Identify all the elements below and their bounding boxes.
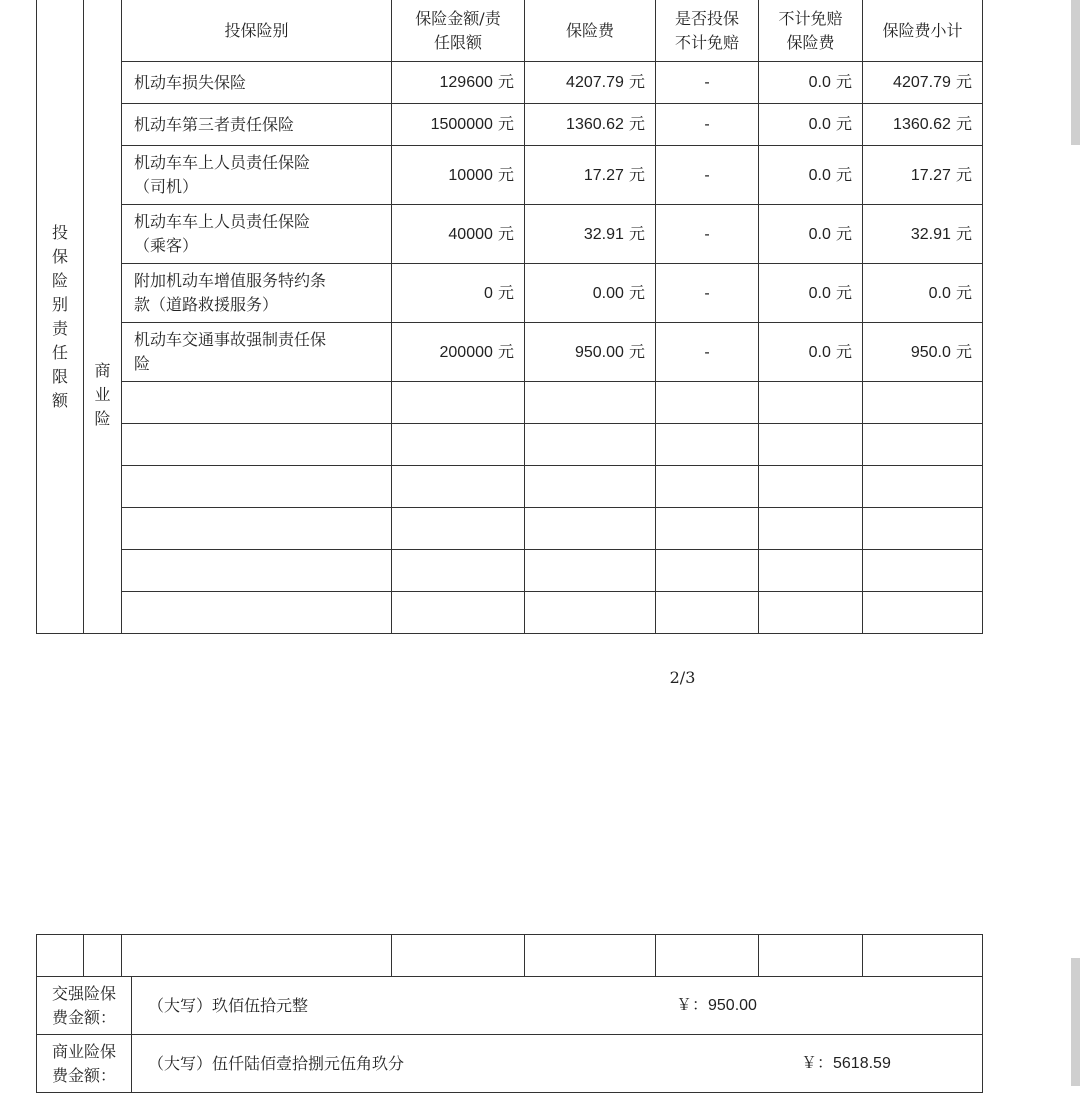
coverage-nd-premium: 0.0 元	[759, 264, 863, 323]
commercial-amount-words: （大写）伍仟陆佰壹拾捌元伍角玖分	[148, 1053, 405, 1073]
coverage-subtotal: 0.0 元	[863, 264, 983, 323]
commercial-amount-number: ￥：5618.59	[801, 1055, 891, 1072]
coverage-nondeductible: -	[656, 146, 759, 205]
commercial-premium-row	[37, 1035, 983, 1093]
section-label: 投 保 险 别 责 任 限 额	[37, 0, 84, 634]
coverage-premium: 0.00 元	[525, 264, 656, 323]
coverage-amount: 1500000 元	[392, 104, 525, 146]
page-number: 2/3	[669, 668, 696, 687]
compulsory-premium-value	[132, 977, 983, 1035]
compulsory-amount-number: ￥：950.00	[676, 997, 757, 1014]
commercial-premium-value	[132, 1035, 983, 1093]
empty-row	[37, 508, 983, 550]
coverage-name: 机动车车上人员责任保险 （乘客）	[122, 205, 392, 264]
commercial-insurance-label: 商 业 险	[84, 0, 122, 634]
table-row	[37, 62, 983, 104]
coverage-amount: 0 元	[392, 264, 525, 323]
empty-row	[37, 935, 983, 977]
coverage-amount: 10000 元	[392, 146, 525, 205]
header-premium: 保险费	[525, 0, 656, 62]
coverage-name: 机动车车上人员责任保险 （司机）	[122, 146, 392, 205]
compulsory-premium-row	[37, 977, 983, 1035]
coverage-name: 机动车交通事故强制责任保 险	[122, 323, 392, 382]
coverage-subtotal: 950.0 元	[863, 323, 983, 382]
coverage-nd-premium: 0.0 元	[759, 104, 863, 146]
coverage-nd-premium: 0.0 元	[759, 146, 863, 205]
table-row	[37, 323, 983, 382]
coverage-name: 机动车第三者责任保险	[122, 104, 392, 146]
coverage-premium: 1360.62 元	[525, 104, 656, 146]
commercial-premium-label: 商业险保 费金额：	[37, 1035, 132, 1093]
empty-row	[37, 382, 983, 424]
empty-row	[37, 466, 983, 508]
header-nd-premium: 不计免赔 保险费	[759, 0, 863, 62]
coverage-nondeductible: -	[656, 104, 759, 146]
coverage-nondeductible: -	[656, 62, 759, 104]
coverage-subtotal: 17.27 元	[863, 146, 983, 205]
coverage-nondeductible: -	[656, 205, 759, 264]
coverage-table	[36, 0, 983, 634]
compulsory-amount-words: （大写）玖佰伍拾元整	[148, 995, 309, 1015]
table-row	[37, 205, 983, 264]
scrollbar-thumb-bottom[interactable]	[1071, 958, 1080, 1086]
header-nondeductible: 是否投保 不计免赔	[656, 0, 759, 62]
scrollbar-thumb-top[interactable]	[1071, 0, 1080, 145]
coverage-name: 附加机动车增值服务特约条 款（道路救援服务）	[122, 264, 392, 323]
coverage-nd-premium: 0.0 元	[759, 323, 863, 382]
premium-summary-table	[36, 976, 983, 1093]
coverage-premium: 32.91 元	[525, 205, 656, 264]
coverage-premium: 950.00 元	[525, 323, 656, 382]
table-row	[37, 146, 983, 205]
header-limit: 保险金额/责 任限额	[392, 0, 525, 62]
coverage-amount: 129600 元	[392, 62, 525, 104]
header-coverage: 投保险别	[122, 0, 392, 62]
coverage-amount: 200000 元	[392, 323, 525, 382]
coverage-nd-premium: 0.0 元	[759, 205, 863, 264]
table-row	[37, 264, 983, 323]
coverage-premium: 4207.79 元	[525, 62, 656, 104]
header-subtotal: 保险费小计	[863, 0, 983, 62]
coverage-subtotal: 32.91 元	[863, 205, 983, 264]
compulsory-premium-label: 交强险保 费金额：	[37, 977, 132, 1035]
coverage-name: 机动车损失保险	[122, 62, 392, 104]
empty-row	[37, 424, 983, 466]
coverage-nondeductible: -	[656, 264, 759, 323]
empty-row	[37, 592, 983, 634]
table-row	[37, 104, 983, 146]
coverage-subtotal: 4207.79 元	[863, 62, 983, 104]
empty-row	[37, 550, 983, 592]
coverage-premium: 17.27 元	[525, 146, 656, 205]
empty-top-row-table	[36, 934, 983, 977]
coverage-nondeductible: -	[656, 323, 759, 382]
coverage-subtotal: 1360.62 元	[863, 104, 983, 146]
coverage-amount: 40000 元	[392, 205, 525, 264]
coverage-nd-premium: 0.0 元	[759, 62, 863, 104]
